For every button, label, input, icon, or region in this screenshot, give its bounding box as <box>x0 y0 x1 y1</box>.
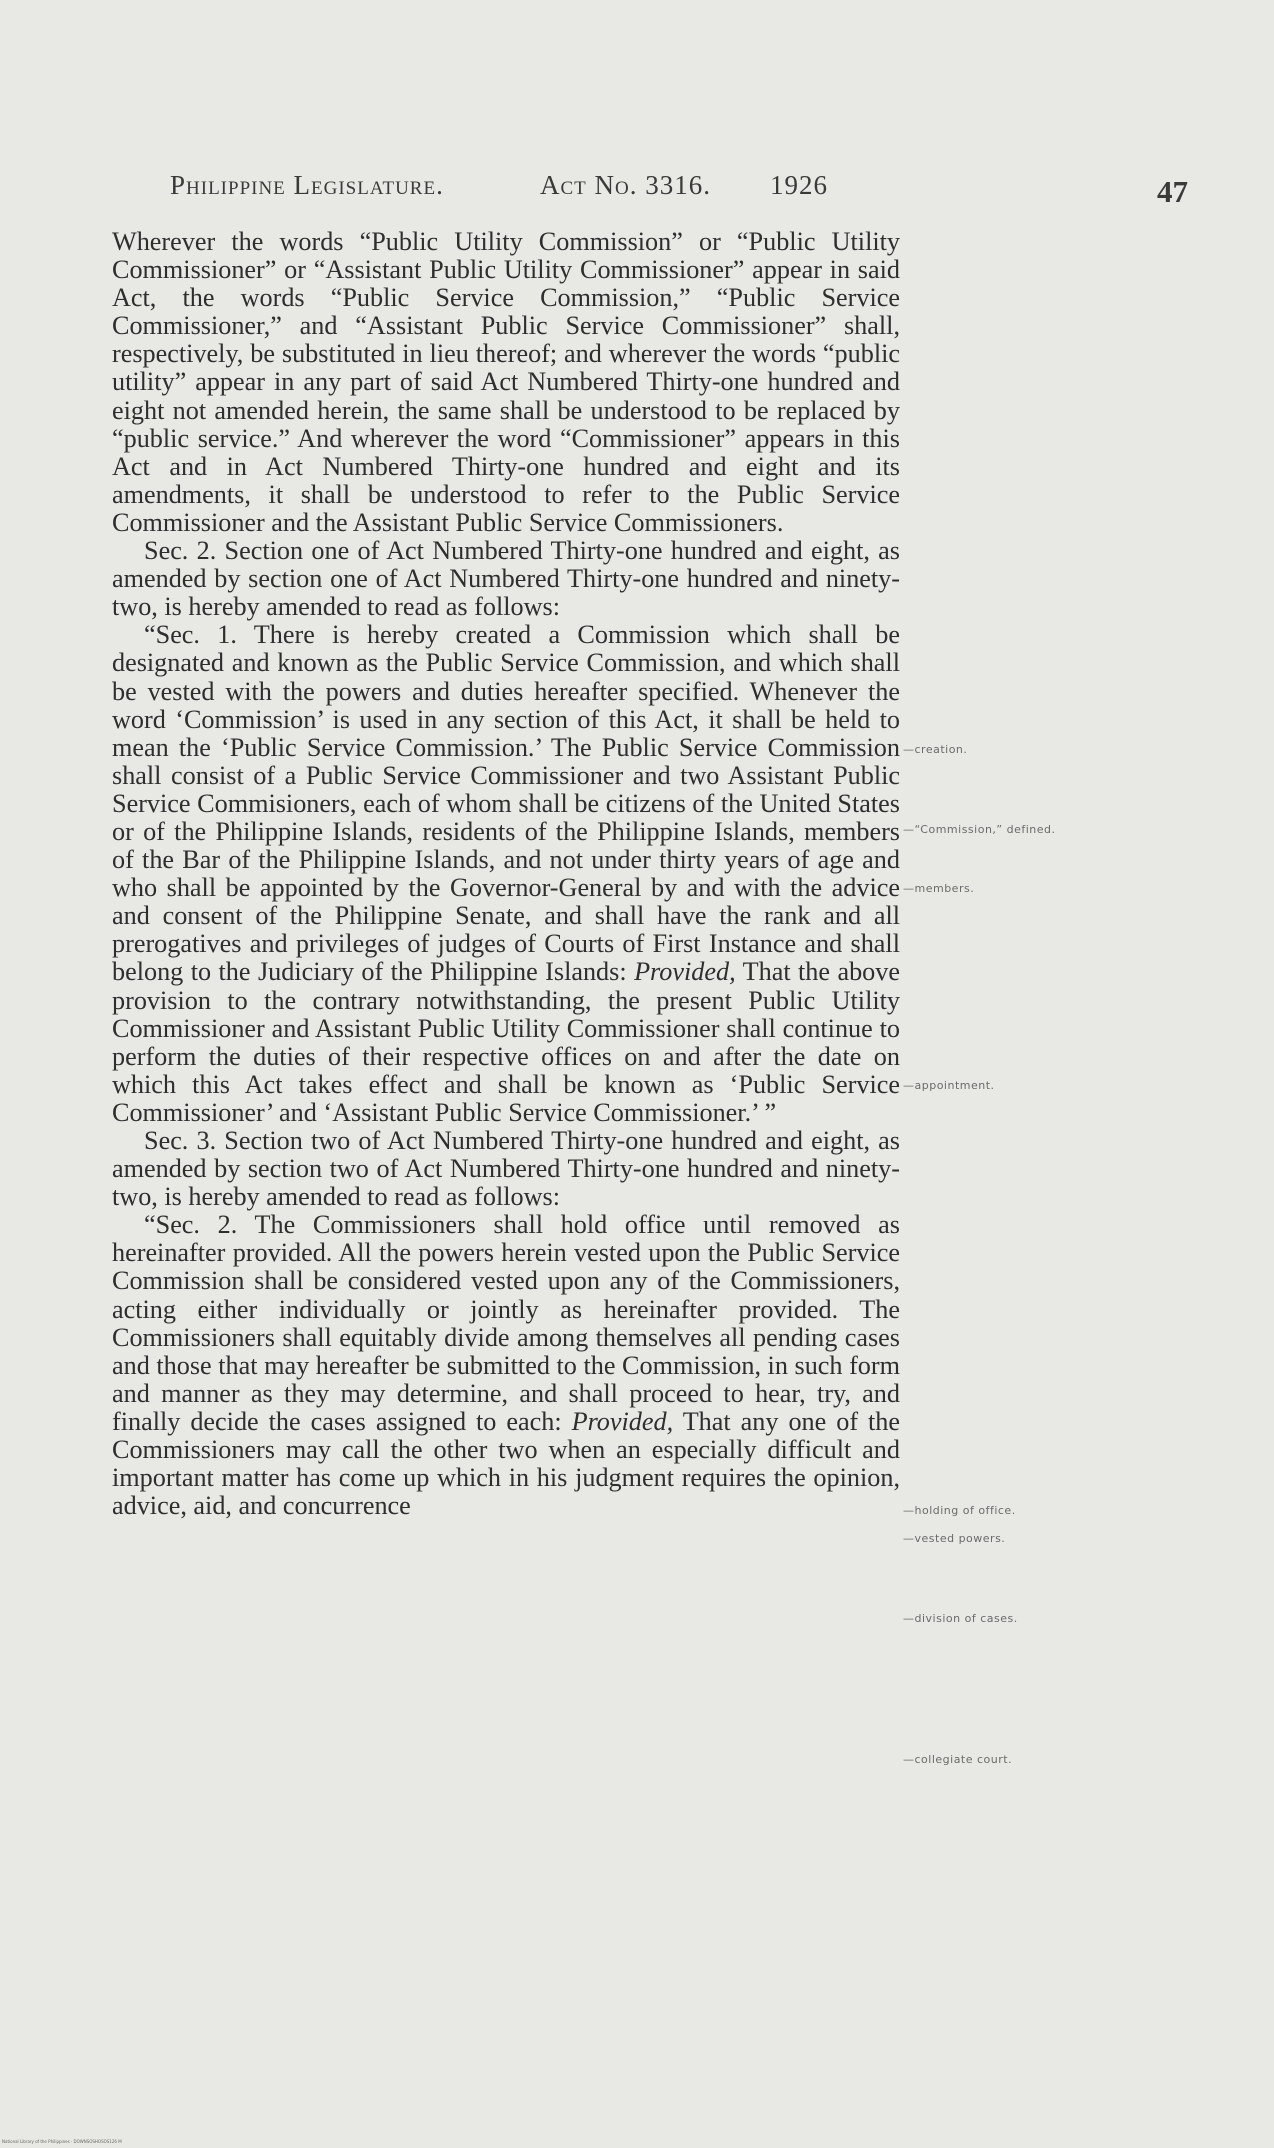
section-1-text: “Sec. 1. There is hereby created a Commission which shall be designated and known as the Public Service Commission, and which shall be vested with the powers and duties hereafter specified. Whenever the word ‘Commission’ is used in any section of this Act, it shall be held to mean the ‘Public Service Commission.’ The Public Service Commission shall consist of a Public Service Commissioner and two Assistant Public Service Commisioners, each of whom shall be citizens of the United States or of the Philippine Islands, residents of the Philippine Islands, members of the Bar of the Philippine Islands, and not under thirty years of age and who shall be appointed by the Governor-General by and with the advice and consent of the Philippine Senate, and shall have the rank and all prerogatives and privileges of judges of Courts of First Instance and shall belong to the Judiciary of the Philippine Islands: <box>112 620 900 987</box>
running-head <box>170 170 1170 210</box>
body-text <box>112 228 900 1520</box>
provided-italic: Provided, <box>634 957 736 987</box>
section-1-proviso: That the above provision to the contrary notwithstanding, the present Public Utility Commissioner and Assistant Public Utility Commissioner shall continue to perform the duties of their respective offices on and after the date on which this Act takes effect and shall be known as ‘Public Service Commissioner’ and ‘Assistant Public Service Commissioner.’ ” <box>112 957 900 1127</box>
paragraph-amended-section-2 <box>112 1211 900 1520</box>
page-number: 47 <box>1157 174 1188 209</box>
margin-note-members: —members. <box>903 882 975 895</box>
running-head-title: Philippine Legislature. <box>170 170 444 200</box>
section-2-text: “Sec. 2. The Commissioners shall hold office until removed as hereinafter provided. All the powers herein vested upon the Public Service Commission shall be considered vested upon any of the Commissioners, acting either individually or jointly as hereinafter provided. The Commissioners shall equitably divide among themselves all pending cases and those that may hereafter be submitted to the Commission, in such form and manner as they may determine, and shall proceed to hear, try, and finally decide the cases assigned to each: <box>112 1210 900 1436</box>
margin-note-creation: —creation. <box>903 743 968 756</box>
section-2-proviso: That any one of the Commissioners may call the other two when an especially difficult and important matter has come up which in his judgment requires the opinion, advice, aid, and concurrence <box>112 1406 901 1521</box>
margin-note-commission-defined: —“Commission,” defined. <box>903 823 1056 836</box>
margin-note-appointment: —appointment. <box>903 1079 995 1092</box>
paragraph-amended-section-1 <box>112 621 900 1127</box>
running-head-year: 1926 <box>770 170 828 200</box>
paragraph-substitution: Wherever the words “Public Utility Commission” or “Public Utility Commissioner” or “Assistant Public Utility Commissioner” appear in said Act, the words “Public Service Commission,” “Public Service Commissioner,” and “Assistant Public Service Commissioner” shall, respectively, be substituted in lieu thereof; and wherever the words “public utility” appear in any part of said Act Numbered Thirty-one hundred and eight not amended herein, the same shall be understood to be replaced by “public service.” And wherever the word “Commissioner” appears in this Act and in Act Numbered Thirty-one hundred and eight and its amendments, it shall be understood to refer to the Public Service Commissioner and the Assistant Public Service Commissioners. <box>112 227 900 537</box>
margin-note-holding-of-office: —holding of office. <box>903 1504 1016 1517</box>
library-stamp: National Library of the Philippines · DOWNSOSHOSOS126 M <box>2 2139 122 2144</box>
paragraph-section-2: Sec. 2. Section one of Act Numbered Thirty-one hundred and eight, as amended by section one of Act Numbered Thirty-one hundred and ninety-two, is hereby amended to read as follows: <box>112 536 900 622</box>
provided-italic: Provided, <box>571 1406 674 1436</box>
margin-note-vested-powers: —vested powers. <box>903 1532 1006 1545</box>
paragraph-section-3: Sec. 3. Section two of Act Numbered Thirty-one hundred and eight, as amended by section two of Act Numbered Thirty-one hundred and ninety-two, is hereby amended to read as follows: <box>112 1126 900 1212</box>
margin-note-division-of-cases: —division of cases. <box>903 1612 1018 1625</box>
running-head-act: Act No. 3316. <box>540 170 711 200</box>
margin-note-collegiate-court: —collegiate court. <box>903 1753 1013 1766</box>
